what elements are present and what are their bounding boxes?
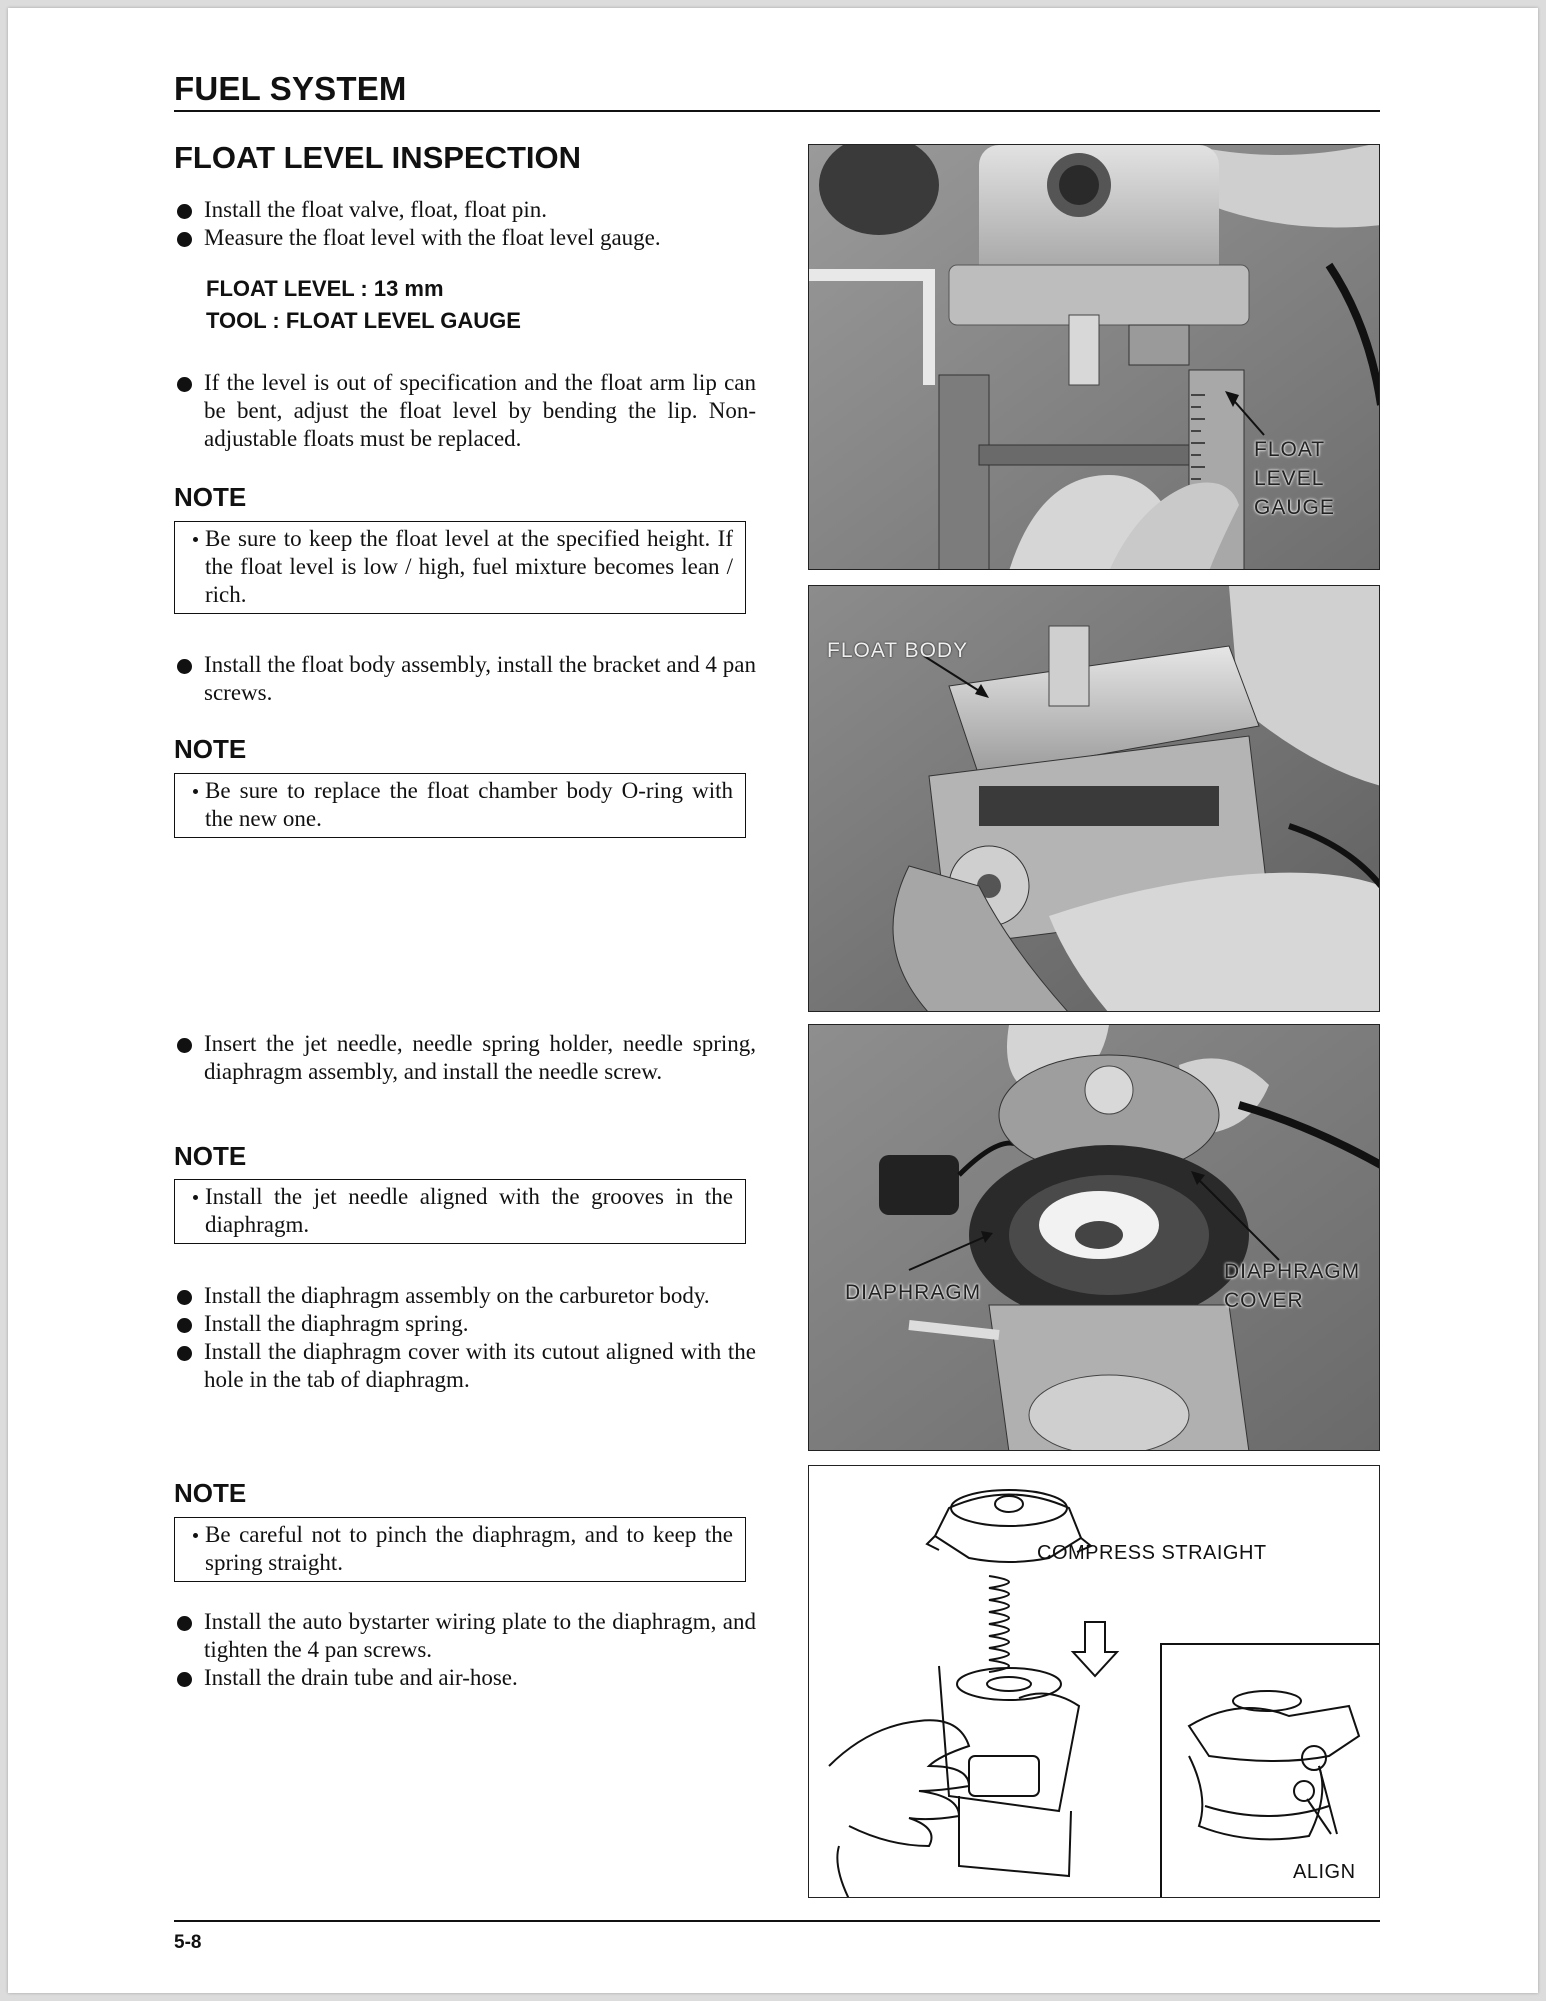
step-item: Install the drain tube and air-hose.	[176, 1664, 756, 1692]
callout-diaphragm: DIAPHRAGM	[845, 1281, 982, 1304]
header-rule	[174, 110, 1380, 112]
note-label: NOTE	[174, 482, 247, 512]
bullet-icon	[177, 377, 192, 392]
bullet-icon	[177, 1346, 192, 1361]
step-list-2	[176, 369, 756, 453]
section-title: FLOAT LEVEL INSPECTION	[174, 140, 582, 175]
bullet-icon	[177, 1038, 192, 1053]
callout-diaphragm-cover: DIAPHRAGM COVER	[1224, 1260, 1361, 1312]
figure-float-level-gauge	[808, 144, 1380, 570]
manual-page	[8, 8, 1538, 1993]
chapter-title: FUEL SYSTEM	[174, 70, 407, 107]
bullet-icon	[193, 1533, 198, 1538]
bullet-icon	[177, 1616, 192, 1631]
spec-tool: TOOL : FLOAT LEVEL GAUGE	[206, 308, 521, 333]
note-box: Be careful not to pinch the diaphragm, and to keep the spring straight.	[174, 1517, 746, 1582]
bullet-icon	[177, 1290, 192, 1305]
step-list-4	[176, 1030, 756, 1086]
note-label: NOTE	[174, 1141, 247, 1171]
step-list-5	[176, 1282, 756, 1394]
callout-compress-straight: COMPRESS STRAIGHT	[1037, 1542, 1267, 1564]
callout-align: ALIGN	[1293, 1861, 1356, 1883]
step-item: Insert the jet needle, needle spring holder, needle spring, diaphragm assembly, and install the needle screw.	[176, 1030, 756, 1086]
step-item: If the level is out of specification and the float arm lip can be bent, adjust the float level by bending the lip. Non-adjustable floats must be replaced.	[176, 369, 756, 453]
callout-float-level-gauge: FLOAT LEVEL GAUGE	[1254, 438, 1335, 519]
note-box: Be sure to keep the float level at the specified height. If the float level is low / high, fuel mixture becomes lean / rich.	[174, 521, 746, 614]
bullet-icon	[193, 537, 198, 542]
line-drawing-diaphragm-spring	[809, 1466, 1380, 1898]
step-item: Measure the float level with the float level gauge.	[176, 224, 756, 252]
step-list-6	[176, 1608, 756, 1692]
step-item: Install the diaphragm cover with its cutout aligned with the hole in the tab of diaphragm.	[176, 1338, 756, 1394]
bullet-icon	[193, 789, 198, 794]
bullet-icon	[177, 659, 192, 674]
step-item: Install the diaphragm assembly on the carburetor body.	[176, 1282, 756, 1310]
bullet-icon	[177, 1318, 192, 1333]
note-label: NOTE	[174, 1478, 247, 1508]
step-item: Install the diaphragm spring.	[176, 1310, 756, 1338]
bullet-icon	[177, 1672, 192, 1687]
step-item: Install the auto bystarter wiring plate to the diaphragm, and tighten the 4 pan screws.	[176, 1608, 756, 1664]
photo-diaphragm	[809, 1025, 1380, 1451]
callout-float-body: FLOAT BODY	[827, 639, 969, 662]
figure-compress-straight	[808, 1465, 1380, 1898]
note-label: NOTE	[174, 734, 247, 764]
bullet-icon	[177, 232, 192, 247]
spec-float-level: FLOAT LEVEL : 13 mm	[206, 276, 444, 301]
step-item: Install the float body assembly, install the bracket and 4 pan screws.	[176, 651, 756, 707]
page-number: 5-8	[174, 1932, 202, 1953]
step-list-3	[176, 651, 756, 707]
bullet-icon	[177, 204, 192, 219]
figure-diaphragm	[808, 1024, 1380, 1451]
bullet-icon	[193, 1195, 198, 1200]
note-box: Be sure to replace the float chamber body O-ring with the new one.	[174, 773, 746, 838]
footer-rule	[174, 1920, 1380, 1922]
note-box: Install the jet needle aligned with the grooves in the diaphragm.	[174, 1179, 746, 1244]
step-item: Install the float valve, float, float pin.	[176, 196, 756, 224]
figure-float-body	[808, 585, 1380, 1012]
step-list-1	[176, 196, 756, 252]
